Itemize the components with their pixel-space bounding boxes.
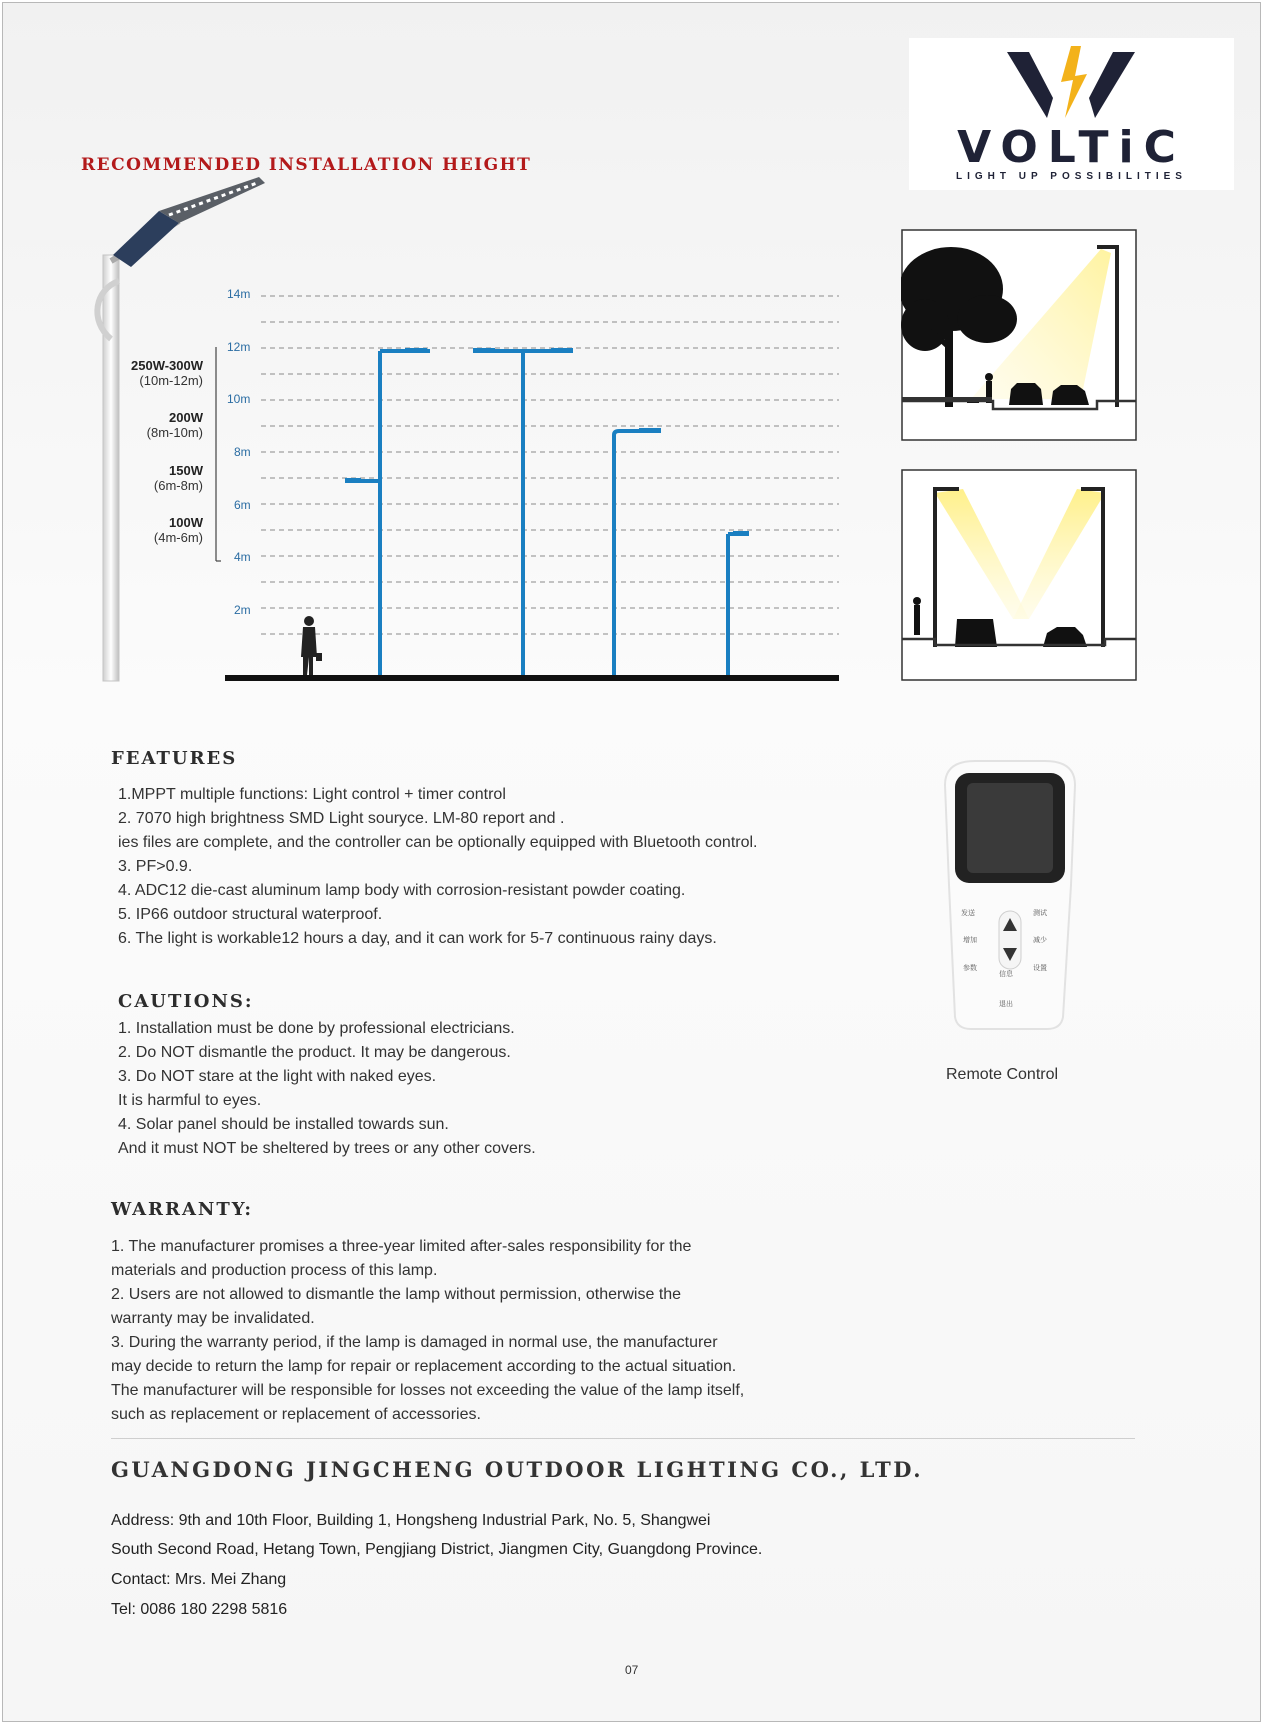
warranty-line: warranty may be invalidated.: [111, 1310, 315, 1327]
wattage-label: 200W: [169, 410, 203, 425]
height-tick: 6m: [234, 498, 251, 512]
height-diagram: [225, 285, 845, 685]
warranty-line: 1. The manufacturer promises a three-year limited after-sales responsibility for the: [111, 1238, 692, 1255]
height-tick: 12m: [227, 340, 251, 354]
brochure-page: [2, 2, 1261, 1722]
page-number: 07: [625, 1663, 639, 1677]
remote-button: 发送: [961, 910, 975, 917]
company-address-line1: Address: 9th and 10th Floor, Building 1, Hongsheng Industrial Park, No. 5, Shangwei: [111, 1512, 711, 1529]
installation-height-title: RECOMMENDED INSTALLATION HEIGHT: [81, 155, 532, 175]
warranty-line: materials and production process of this lamp.: [111, 1262, 438, 1279]
wattage-range: (8m-10m): [146, 425, 203, 440]
wattage-label: 250W-300W: [131, 358, 203, 373]
wattage-label: 150W: [169, 463, 203, 478]
feature-line: 6. The light is workable12 hours a day, and it can work for 5-7 continuous rainy days.: [118, 930, 717, 947]
remote-control-caption: Remote Control: [946, 1066, 1059, 1083]
caution-line: And it must NOT be sheltered by trees or any other covers.: [118, 1140, 536, 1157]
caution-line: 1. Installation must be done by professional electricians.: [118, 1020, 515, 1037]
height-tick: 10m: [227, 392, 251, 406]
remote-control-icon: [935, 755, 1085, 1035]
company-contact: Contact: Mrs. Mei Zhang: [111, 1571, 287, 1588]
wattage-range: (6m-8m): [153, 478, 203, 493]
feature-line: 4. ADC12 die-cast aluminum lamp body with corrosion-resistant powder coating.: [118, 882, 686, 899]
company-address-line2: South Second Road, Hetang Town, Pengjiang District, Jiangmen City, Guangdong Province.: [111, 1541, 763, 1558]
company-tel: Tel: 0086 180 2298 5816: [111, 1601, 288, 1618]
feature-line: 2. 7070 high brightness SMD Light sourуce. LM-80 report and .: [118, 810, 565, 827]
height-tick: 4m: [234, 550, 251, 564]
features-title: FEATURES: [111, 748, 238, 769]
caution-line: 3. Do NOT stare at the light with naked eyes.: [118, 1068, 437, 1085]
wattage-label: 100W: [169, 515, 203, 530]
warranty-title: WARRANTY:: [111, 1199, 254, 1220]
section-divider: [111, 1438, 1135, 1439]
remote-button: 信息: [999, 971, 1013, 978]
warranty-line: 2. Users are not allowed to dismantle the lamp without permission, otherwise the: [111, 1286, 682, 1303]
remote-button: 减少: [1033, 937, 1047, 944]
feature-line: 5. IP66 outdoor structural waterproof.: [118, 906, 383, 923]
brand-tagline: LIGHT UP POSSIBILITIES: [956, 171, 1187, 182]
caution-line: It is harmful to eyes.: [118, 1092, 262, 1109]
caution-line: 4. Solar panel should be installed towards sun.: [118, 1116, 449, 1133]
warranty-line: 3. During the warranty period, if the lamp is damaged in normal use, the manufacturer: [111, 1334, 718, 1351]
street-scene-two-sided-icon: [901, 469, 1137, 681]
height-tick: 8m: [234, 445, 251, 459]
height-tick: 14m: [227, 287, 251, 301]
remote-button: 退出: [999, 1001, 1013, 1008]
company-name: GUANGDONG JINGCHENG OUTDOOR LIGHTING CO., LTD.: [111, 1457, 924, 1482]
remote-button: 参数: [963, 965, 977, 972]
feature-line: 3. PF>0.9.: [118, 858, 193, 875]
wattage-bracket: [211, 347, 221, 563]
warranty-line: such as replacement or replacement of accessories.: [111, 1406, 481, 1423]
warranty-line: may decide to return the lamp for repair or replacement according to the actual situation.: [111, 1358, 737, 1375]
remote-button: 增加: [963, 937, 977, 944]
street-scene-one-sided-icon: [901, 229, 1137, 441]
brand-logo: [909, 38, 1234, 190]
wattage-range: (10m-12m): [139, 373, 203, 388]
caution-line: 2. Do NOT dismantle the product. It may be dangerous.: [118, 1044, 511, 1061]
remote-button: 设置: [1033, 965, 1047, 972]
remote-button: 测试: [1033, 910, 1047, 917]
brand-name: VOLTiC: [957, 122, 1186, 173]
feature-line: ies files are complete, and the controller can be optionally equipped with Bluetooth control.: [118, 834, 758, 851]
warranty-line: The manufacturer will be responsible for losses not exceeding the value of the lamp itself,: [111, 1382, 745, 1399]
wattage-range: (4m-6m): [153, 530, 203, 545]
person-silhouette-icon: [301, 616, 322, 675]
feature-line: 1.MPPT multiple functions: Light control + timer control: [118, 786, 506, 803]
height-tick: 2m: [234, 603, 251, 617]
cautions-title: CAUTIONS:: [118, 991, 254, 1012]
voltic-v-mark-icon: [1007, 46, 1135, 122]
